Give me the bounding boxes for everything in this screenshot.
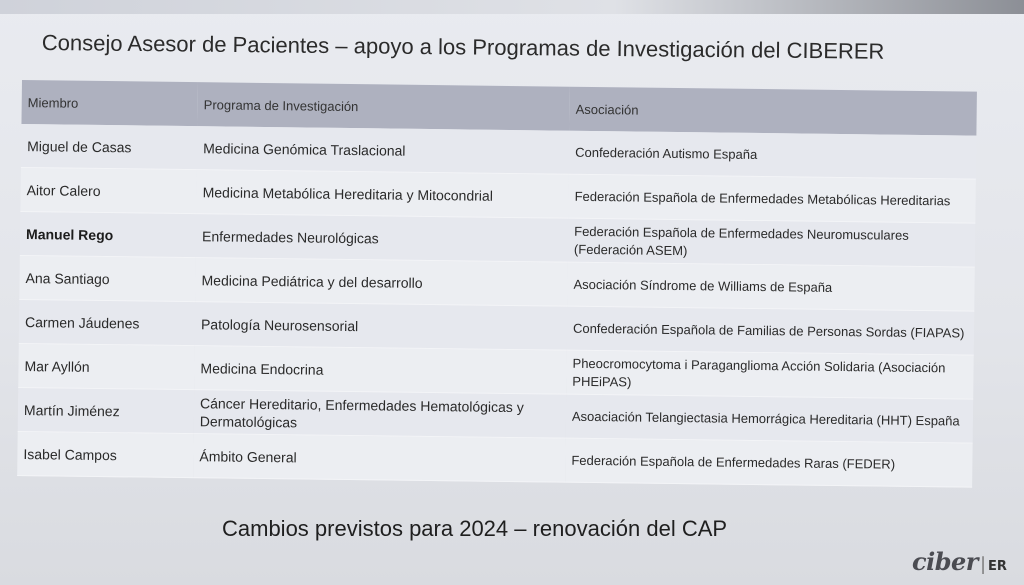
footer-note: Cambios previstos para 2024 – renovación del CAP (222, 516, 728, 541)
association-cell: Federación Española de Enfermedades Neuromusculares (Federación ASEM) (568, 218, 976, 267)
program-cell: Cáncer Hereditario, Enfermedades Hematológicas y Dermatológicas (194, 390, 567, 439)
member-cell: Carmen Jáudenes (19, 299, 196, 345)
program-cell: Medicina Endocrina (194, 346, 567, 395)
program-cell: Enfermedades Neurológicas (196, 214, 569, 263)
program-cell: Medicina Genómica Traslacional (197, 126, 570, 174)
member-cell: Ana Santiago (19, 255, 196, 301)
member-cell: Isabel Campos (17, 431, 194, 477)
ciberer-logo (912, 547, 1007, 576)
association-cell: Pheocromocytoma i Paraganglioma Acción Solidaria (Asociación PHEiPAS) (566, 350, 974, 399)
members-table (17, 80, 977, 488)
logo-separator: | (979, 554, 987, 575)
slide-title: Consejo Asesor de Pacientes – apoyo a los Programas de Investigación del CIBERER (41, 30, 885, 64)
member-cell: Miguel de Casas (21, 124, 198, 170)
association-cell: Confederación Autismo España (569, 131, 977, 179)
program-cell: Ámbito General (193, 434, 566, 483)
member-cell: Martín Jiménez (18, 387, 195, 433)
logo-main: ciber (912, 547, 978, 576)
member-cell: Aitor Calero (20, 167, 197, 213)
program-cell: Medicina Pediátrica y del desarrollo (195, 258, 568, 307)
association-cell: Asociación Síndrome de Williams de España (567, 262, 975, 311)
member-cell: Manuel Rego (20, 211, 197, 257)
top-border (0, 0, 1024, 14)
header-member: Miembro (21, 80, 198, 126)
member-cell: Mar Ayllón (18, 343, 195, 389)
association-cell: Federación Española de Enfermedades Raras (FEDER) (565, 438, 973, 487)
association-cell: Confederación Española de Familias de Personas Sordas (FIAPAS) (567, 306, 975, 355)
program-cell: Patología Neurosensorial (195, 302, 568, 351)
association-cell: Federación Española de Enfermedades Metabólicas Hereditarias (568, 174, 976, 223)
association-cell: Asoaciación Telangiectasia Hemorrágica Hereditaria (HHT) España (566, 394, 974, 443)
logo-suffix: ER (988, 559, 1007, 574)
header-program: Programa de Investigación (197, 82, 570, 131)
header-association: Asociación (569, 87, 977, 136)
program-cell: Medicina Metabólica Hereditaria y Mitocondrial (196, 170, 569, 219)
